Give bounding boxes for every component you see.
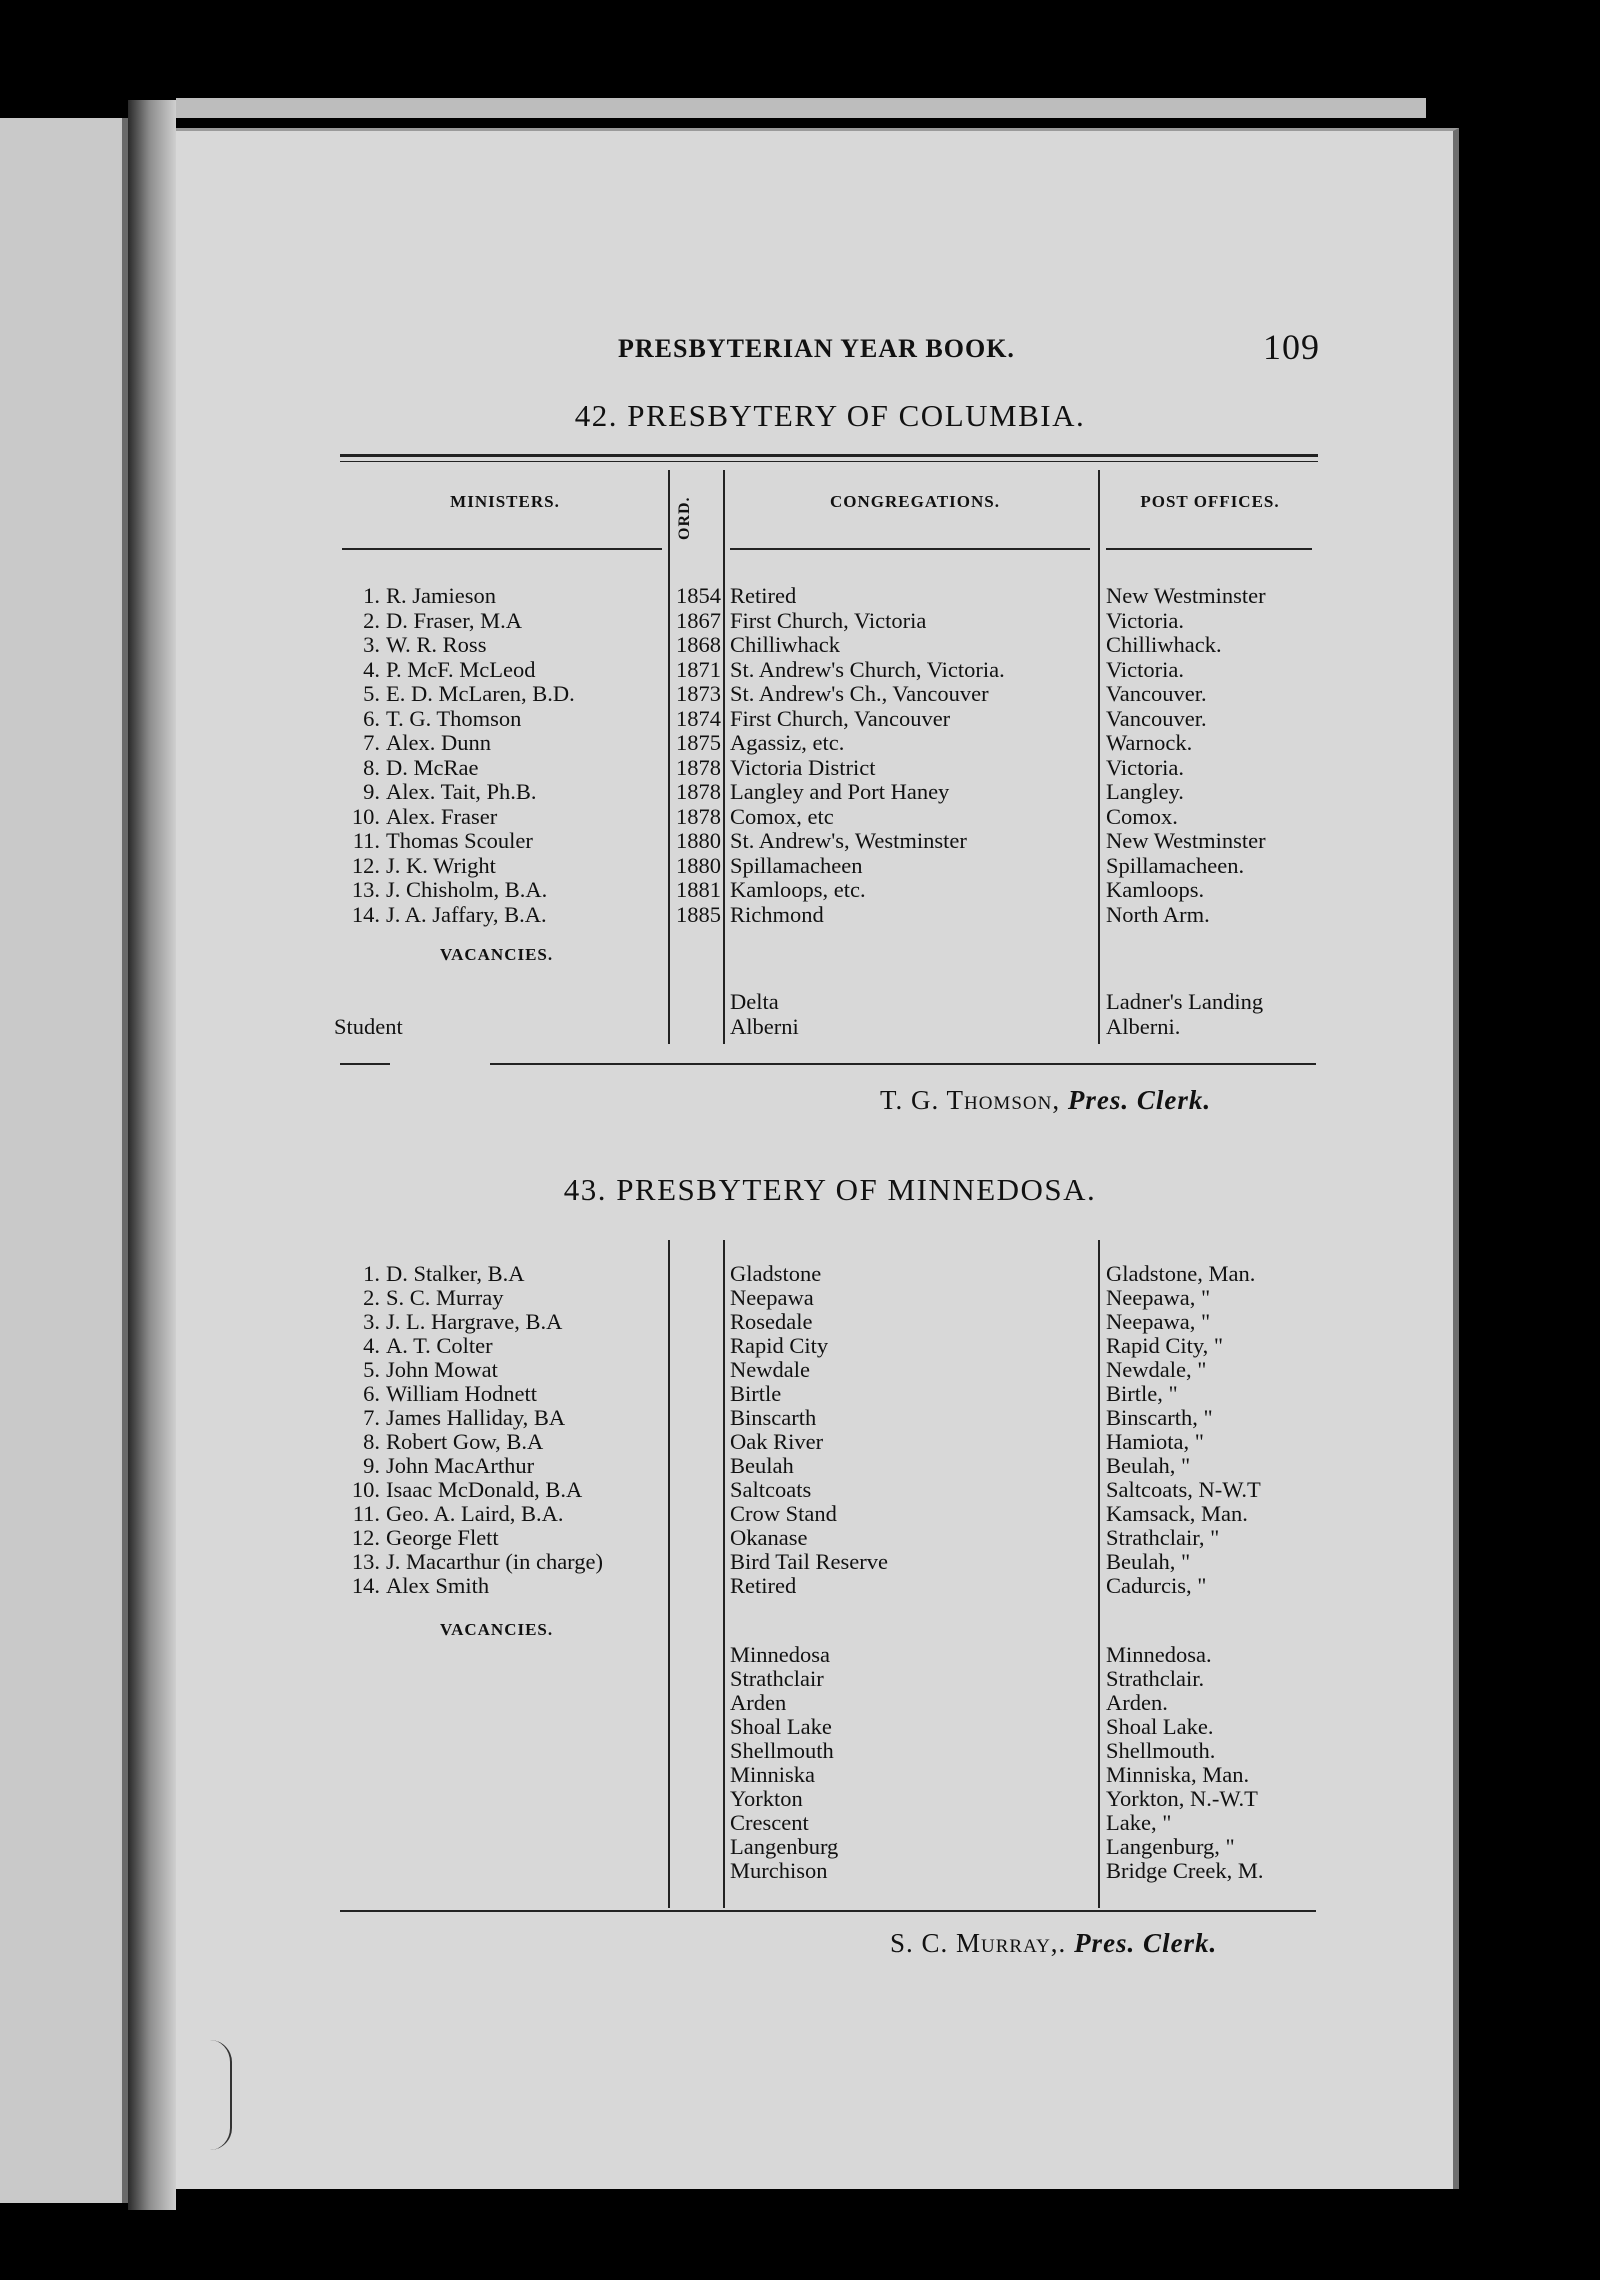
row-number: 7.	[363, 1405, 380, 1430]
bottom-rule-short	[340, 1063, 390, 1065]
post-office: Hamiota, "	[1106, 1429, 1204, 1454]
congregation: Beulah	[730, 1454, 794, 1478]
congregation: First Church, Vancouver	[730, 706, 951, 731]
congregation: Minnedosa	[730, 1643, 830, 1667]
minister-name: John Mowat	[386, 1358, 498, 1382]
minister-name: R. Jamieson	[386, 584, 496, 608]
congregation: Delta	[730, 990, 779, 1014]
post-office: Neepawa, "	[1106, 1285, 1211, 1310]
margin-pencil-mark	[210, 2040, 232, 2150]
ordination-year: 1878	[676, 803, 721, 829]
clerk-name: T. G. Thomson,	[880, 1085, 1061, 1115]
minister-name: John MacArthur	[386, 1454, 535, 1478]
minister-name: Alex. Dunn	[386, 731, 491, 755]
congregation: Binscarth	[730, 1406, 817, 1430]
congregation: Neepawa	[730, 1286, 814, 1310]
row-number: 2.	[363, 607, 380, 633]
minister-name: S. C. Murray	[386, 1286, 504, 1310]
minister-name: Geo. A. Laird, B.A.	[386, 1502, 564, 1526]
ordination-year: 1885	[676, 901, 721, 927]
post-office: Vancouver.	[1106, 705, 1207, 731]
minister-name: J. K. Wright	[386, 853, 496, 878]
minister-name: E. D. McLaren, B.D.	[386, 682, 575, 706]
running-title: PRESBYTERIAN YEAR BOOK.	[618, 334, 1015, 363]
col-head-post-offices: POST OFFICES.	[1140, 492, 1280, 511]
head-underline-ministers	[342, 548, 662, 550]
congregation: Shellmouth	[730, 1739, 834, 1763]
col-head-congregations: CONGREGATIONS.	[829, 492, 1000, 511]
row-number: 12.	[351, 852, 380, 878]
minister-name: P. McF. McLeod	[386, 657, 536, 682]
congregation: Langenburg	[730, 1835, 839, 1859]
clerk-name: S. C. Murray,.	[890, 1928, 1067, 1958]
minister-name: George Flett	[386, 1526, 499, 1550]
congregation: Murchison	[730, 1859, 828, 1883]
post-office: Victoria.	[1106, 656, 1184, 682]
row-number: 10.	[351, 803, 380, 829]
post-office: Chilliwhack.	[1106, 632, 1222, 657]
section-title-columbia: 42. PRESBYTERY OF COLUMBIA.	[574, 398, 1086, 433]
post-office: Victoria.	[1106, 607, 1184, 633]
congregation: Gladstone	[730, 1262, 822, 1286]
row-number: 5.	[363, 681, 380, 706]
row-number: 14.	[351, 1573, 380, 1598]
congregation: Rapid City	[730, 1334, 829, 1358]
ordination-year: 1875	[676, 730, 721, 755]
row-number: 4.	[363, 656, 380, 682]
clerk-columbia	[880, 1085, 1211, 1116]
ordination-year: 1854	[676, 583, 721, 608]
minister-name: Robert Gow, B.A	[386, 1430, 544, 1454]
row-number: 13.	[351, 877, 380, 902]
row-number: 1.	[363, 583, 380, 608]
row-number: 9.	[363, 1453, 380, 1478]
congregation: Yorkton	[730, 1787, 803, 1811]
post-office: Saltcoats, N-W.T	[1106, 1477, 1261, 1502]
row-number: 9.	[363, 779, 380, 804]
post-office: Minniska, Man.	[1106, 1762, 1250, 1787]
congregation: Comox, etc	[730, 804, 834, 829]
minister-name: J. L. Hargrave, B.A	[386, 1310, 563, 1334]
book-gutter	[128, 100, 176, 2210]
post-office: Beulah, "	[1106, 1453, 1191, 1478]
page-header	[440, 327, 1320, 370]
congregation: Alberni	[730, 1014, 799, 1039]
congregation: Bird Tail Reserve	[730, 1550, 888, 1574]
minister-name: W. R. Ross	[386, 633, 487, 657]
ordination-year: 1874	[676, 705, 721, 731]
congregation: Minniska	[730, 1763, 816, 1787]
post-office: Neepawa, "	[1106, 1309, 1211, 1334]
congregation: Crescent	[730, 1811, 809, 1835]
post-office: Cadurcis, "	[1106, 1573, 1207, 1598]
row-number: 10.	[351, 1477, 380, 1502]
section-title-minnedosa: 43. PRESBYTERY OF MINNEDOSA.	[563, 1172, 1097, 1207]
ordination-year: 1880	[676, 852, 721, 878]
minister-name: Alex Smith	[386, 1574, 490, 1598]
post-office: Spillamacheen.	[1106, 852, 1245, 878]
page-stack-edge	[176, 98, 1426, 118]
congregation: First Church, Victoria	[730, 608, 927, 633]
clerk-title: Pres. Clerk.	[1067, 1085, 1212, 1115]
post-office: Binscarth, "	[1106, 1405, 1213, 1430]
clerk-minnedosa	[890, 1928, 1217, 1959]
congregation: Rosedale	[730, 1310, 813, 1334]
congregation: Oak River	[730, 1430, 824, 1454]
head-underline-post	[1106, 548, 1312, 550]
ordination-year: 1878	[676, 779, 721, 804]
post-office: North Arm.	[1106, 901, 1210, 927]
post-office: Strathclair.	[1106, 1666, 1205, 1691]
post-office: Gladstone, Man.	[1106, 1261, 1256, 1286]
page-number: 109	[1263, 327, 1320, 367]
post-office: Birtle, "	[1106, 1381, 1178, 1406]
congregation: Chilliwhack	[730, 633, 840, 657]
clerk-title: Pres. Clerk.	[1074, 1928, 1218, 1958]
minister-name: Alex. Fraser	[386, 804, 498, 829]
congregation: Kamloops, etc.	[730, 878, 866, 902]
post-office: Beulah, "	[1106, 1549, 1191, 1574]
row-number: 8.	[363, 1429, 380, 1454]
post-office: Arden.	[1106, 1690, 1168, 1715]
congregation: Victoria District	[730, 755, 876, 780]
congregation: Birtle	[730, 1382, 782, 1406]
ordination-year: 1871	[676, 656, 721, 682]
congregation: St. Andrew's Ch., Vancouver	[730, 682, 989, 706]
post-office: Victoria.	[1106, 754, 1184, 780]
minister-name: D. McRae	[386, 755, 479, 780]
congregation: Shoal Lake	[730, 1715, 832, 1739]
congregation: Strathclair	[730, 1667, 824, 1691]
congregation: Langley and Port Haney	[730, 780, 950, 804]
row-number: 14.	[351, 901, 380, 927]
minister-name: J. Chisholm, B.A.	[386, 878, 548, 902]
post-office: Bridge Creek, M.	[1106, 1858, 1264, 1883]
congregation: Arden	[730, 1691, 787, 1715]
congregation: Crow Stand	[730, 1502, 837, 1526]
congregation: Agassiz, etc.	[730, 731, 845, 755]
minister-name: Isaac McDonald, B.A	[386, 1478, 583, 1502]
post-office: Newdale, "	[1106, 1357, 1207, 1382]
row-number: 13.	[351, 1549, 380, 1574]
row-number: 7.	[363, 730, 380, 755]
top-rule-thin	[340, 461, 1318, 462]
post-office: Warnock.	[1106, 730, 1193, 755]
post-office: Ladner's Landing	[1106, 989, 1264, 1014]
left-page-edge	[0, 118, 128, 2203]
ordination-year: 1881	[676, 877, 721, 902]
vacancies-label: VACANCIES.	[440, 1620, 554, 1639]
row-number: 12.	[351, 1525, 380, 1550]
post-office: Langley.	[1106, 779, 1184, 804]
congregation: Saltcoats	[730, 1478, 812, 1502]
top-rule	[340, 454, 1318, 457]
congregation: St. Andrew's Church, Victoria.	[730, 657, 1005, 682]
congregation: Retired	[730, 1574, 797, 1598]
post-office: Strathclair, "	[1106, 1525, 1220, 1550]
congregation: Spillamacheen	[730, 853, 863, 878]
row-number: 2.	[363, 1285, 380, 1310]
post-office: Alberni.	[1106, 1013, 1181, 1039]
ordination-year: 1880	[676, 828, 721, 853]
minister-name: Alex. Tait, Ph.B.	[386, 780, 537, 804]
ordination-year: 1878	[676, 754, 721, 780]
post-office: Lake, "	[1106, 1810, 1172, 1835]
minister-name: D. Fraser, M.A	[386, 608, 522, 633]
minister-name: James Halliday, BA	[386, 1406, 566, 1430]
bottom-rule	[490, 1063, 1316, 1065]
minister-name: Thomas Scouler	[386, 829, 533, 853]
post-office: Kamsack, Man.	[1106, 1501, 1248, 1526]
vacancies-label: VACANCIES.	[440, 945, 554, 964]
row-number: 4.	[363, 1333, 380, 1358]
row-number: 11.	[352, 828, 380, 853]
row-number: 8.	[363, 754, 380, 780]
ordination-year: 1873	[676, 681, 721, 706]
head-underline-congregations	[730, 548, 1090, 550]
post-office: New Westminster	[1106, 583, 1266, 608]
ordination-year: 1867	[676, 607, 721, 633]
post-office: Comox.	[1106, 803, 1178, 829]
congregation: Okanase	[730, 1526, 808, 1550]
minister-name: T. G. Thomson	[386, 706, 522, 731]
minister-name: J. Macarthur (in charge)	[386, 1550, 603, 1574]
post-office: Shoal Lake.	[1106, 1714, 1214, 1739]
row-number: 1.	[363, 1261, 380, 1286]
row-number: 3.	[363, 632, 380, 657]
congregation: Retired	[730, 584, 797, 608]
post-office: Vancouver.	[1106, 681, 1207, 706]
congregation: Richmond	[730, 902, 824, 927]
row-number: 6.	[363, 705, 380, 731]
post-office: Rapid City, "	[1106, 1333, 1224, 1358]
row-number: 5.	[363, 1357, 380, 1382]
post-office: Langenburg, "	[1106, 1834, 1235, 1859]
post-office: Yorkton, N.-W.T	[1106, 1786, 1258, 1811]
col-head-ord: ORD.	[676, 496, 693, 540]
row-number: 3.	[363, 1309, 380, 1334]
row-number: 11.	[352, 1501, 380, 1526]
congregation: Newdale	[730, 1358, 810, 1382]
post-office: Minnedosa.	[1106, 1642, 1212, 1667]
ordination-year: 1868	[676, 632, 721, 657]
row-number: 6.	[363, 1381, 380, 1406]
post-office: New Westminster	[1106, 828, 1266, 853]
col-head-ministers: MINISTERS.	[450, 492, 560, 511]
minister-name: Student	[334, 1014, 403, 1039]
congregation: St. Andrew's, Westminster	[730, 829, 967, 853]
post-office: Kamloops.	[1106, 877, 1205, 902]
bottom-rule	[340, 1910, 1316, 1912]
minister-name: William Hodnett	[386, 1382, 537, 1406]
minister-name: D. Stalker, B.A	[386, 1262, 525, 1286]
minister-name: A. T. Colter	[386, 1334, 493, 1358]
post-office: Shellmouth.	[1106, 1738, 1216, 1763]
minister-name: J. A. Jaffary, B.A.	[386, 902, 547, 927]
